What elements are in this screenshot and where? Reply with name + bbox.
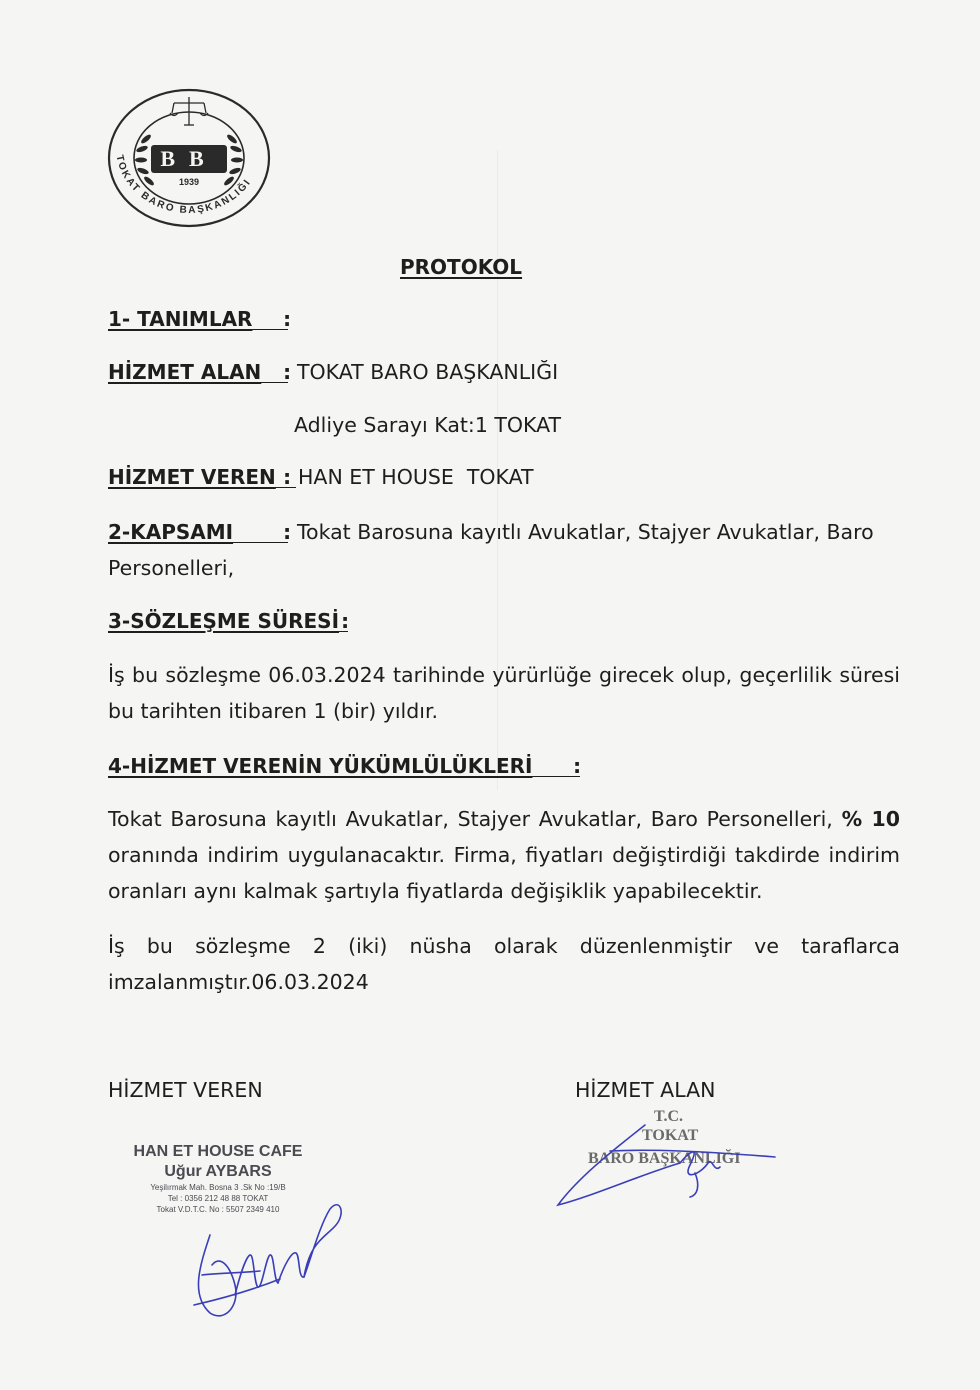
duration-heading: 3-SÖZLEŞME SÜRESİ: [108, 609, 340, 633]
service-receiver-name: TOKAT BARO BAŞKANLIĞI: [297, 360, 559, 384]
baro-stamp-line3: BARO BAŞKANLIĞI: [588, 1150, 741, 1167]
company-stamp-address: Yeşilırmak Mah. Bosna 3 .Sk No :19/B: [150, 1183, 286, 1192]
scope-colon: :: [283, 520, 292, 544]
receiver-signature: [550, 1115, 790, 1215]
closing-text: İş bu sözleşme 2 (iki) nüsha olarak düzenlenmiştir ve taraflarca imzalanmıştır.06.03.2024: [108, 934, 900, 994]
scope-text-line1: Tokat Barosuna kayıtlı Avukatlar, Stajyer Avukatlar, Baro: [297, 520, 874, 544]
bar-association-seal: [106, 87, 272, 229]
company-stamp-phone: Tel : 0356 212 48 88 TOKAT: [167, 1194, 269, 1203]
scope-heading: 2-KAPSAMI: [108, 520, 234, 544]
scope-text-line2: Personelleri,: [108, 556, 235, 580]
obligations-discount: % 10: [841, 807, 900, 831]
obligations-heading: 4-HİZMET VERENİN YÜKÜMLÜLÜKLERİ: [108, 754, 533, 778]
obligations-text-after: oranında indirim uygulanacaktır. Firma, fiyatları değiştirdiği takdirde indirim oranları aynı kalmak şartıyla fiyatlarda değişiklik yapabilecektir.: [108, 843, 900, 903]
seal-year: 1939: [178, 177, 200, 187]
company-stamp-name: HAN ET HOUSE CAFE: [133, 1143, 303, 1160]
seal-initials: BB: [160, 146, 218, 171]
company-stamp-tax: Tokat V.D.T.C. No : 5507 2349 410: [156, 1205, 280, 1214]
baro-stamp-line2: TOKAT: [642, 1127, 699, 1144]
service-provider-label: HİZMET VEREN: [108, 465, 276, 489]
obligations-colon: :: [573, 754, 582, 778]
company-stamp-person: Uğur AYBARS: [164, 1163, 272, 1180]
duration-colon: :: [341, 609, 350, 633]
seal-ring-text: TOKAT BARO BAŞKANLIĞI: [113, 154, 254, 217]
section-definitions-heading: 1- TANIMLAR: [108, 307, 253, 331]
obligations-text: [108, 801, 900, 909]
duration-text: İş bu sözleşme 06.03.2024 tarihinde yürürlüğe girecek olup, geçerlilik süresi bu tarihten itibaren 1 (bir) yıldır.: [108, 663, 900, 723]
section-definitions-underline: [252, 329, 288, 330]
service-provider-name: HAN ET HOUSE TOKAT: [298, 465, 534, 489]
baro-stamp-line1: T.C.: [654, 1108, 684, 1125]
service-provider-colon: :: [283, 465, 292, 489]
obligations-text-before: Tokat Barosuna kayıtlı Avukatlar, Stajyer Avukatlar, Baro Personelleri,: [108, 807, 842, 831]
service-receiver-address: Adliye Sarayı Kat:1 TOKAT: [294, 413, 562, 437]
section-definitions-colon: :: [283, 307, 292, 331]
signature-label-provider: HİZMET VEREN: [108, 1078, 263, 1102]
signature-label-receiver: HİZMET ALAN: [575, 1078, 716, 1102]
scope-underline: [232, 542, 288, 543]
document-title: PROTOKOL: [400, 255, 523, 279]
provider-signature: [180, 1195, 350, 1325]
service-receiver-label: HİZMET ALAN: [108, 360, 262, 384]
service-receiver-colon: :: [283, 360, 292, 384]
